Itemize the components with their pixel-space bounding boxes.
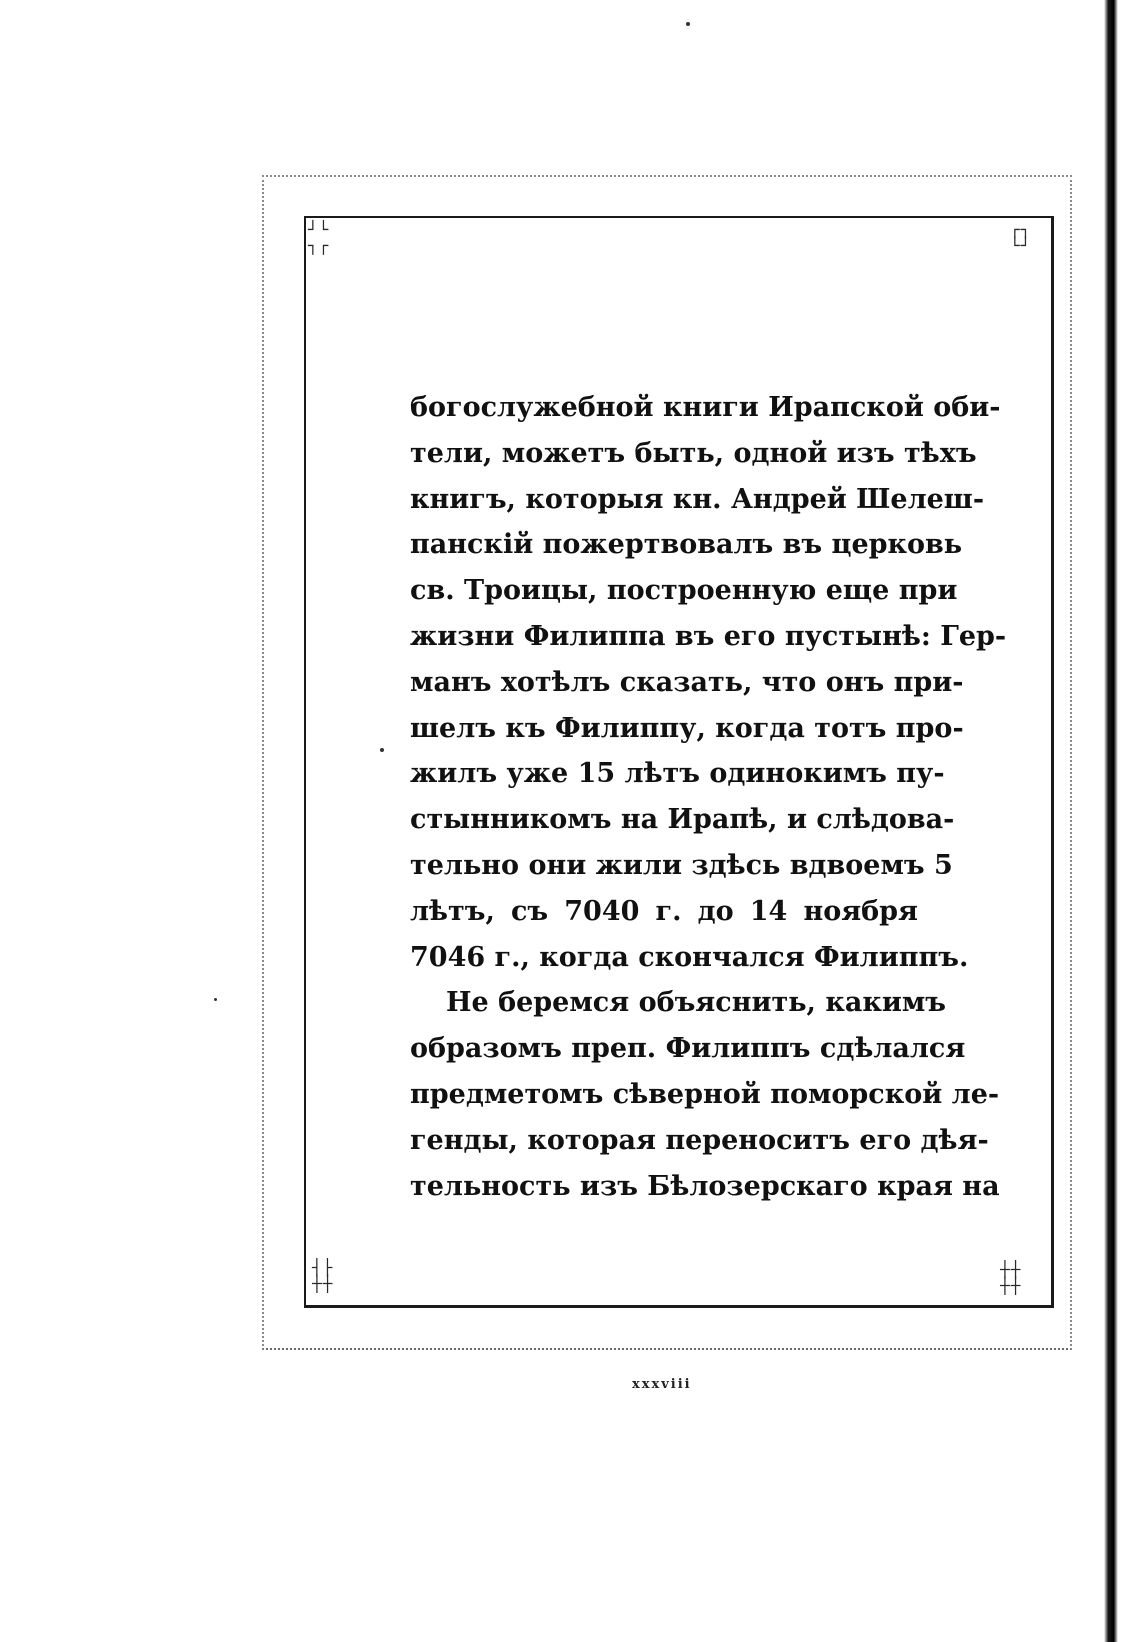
body-text — [410, 385, 1007, 1209]
text-line: богослужебной книги Ирапской оби- — [410, 392, 1001, 423]
ink-speck — [686, 22, 690, 26]
text-line: лѣтъ, съ 7040 г. до 14 ноября — [410, 895, 918, 927]
text-line: тельно они жили здѣсь вдвоемъ 5 — [410, 849, 953, 881]
corner-ornament-icon: ┌┐ └┘ — [1010, 220, 1032, 255]
page-number: xxxviii — [632, 1377, 692, 1392]
text-line: панскій пожертвовалъ въ церковь — [410, 529, 963, 561]
ink-speck — [214, 998, 217, 1001]
text-line: тельность изъ Бѣлозерскаго края на — [410, 1170, 1000, 1202]
text-line: предметомъ сѣверной поморской ле- — [410, 1078, 1000, 1110]
text-line: манъ хотѣлъ сказать, что онъ при- — [410, 666, 964, 698]
text-line: стынникомъ на Ирапѣ, и слѣдова- — [410, 804, 955, 836]
corner-ornament-icon: ┼┼ ┼┼ — [1000, 1260, 1022, 1295]
text-line: Не беремся объяснить, какимъ — [446, 987, 947, 1019]
text-line: жилъ уже 15 лѣтъ одинокимъ пу- — [410, 758, 945, 790]
text-line: жизни Филиппа въ его пустынѣ: Гер- — [410, 620, 1007, 652]
text-line: образомъ преп. Филиппъ сдѣлался — [410, 1033, 966, 1065]
scan-edge-bar — [1104, 0, 1118, 1642]
corner-ornament-icon: ┘└ ┐┌ — [308, 220, 330, 255]
ink-speck — [380, 748, 384, 752]
text-line: тели, можетъ быть, одной изъ тѣхъ — [410, 437, 977, 469]
text-line: 7046 г., когда скончался Филиппъ. — [410, 941, 969, 973]
corner-ornament-icon: ┤├ ┼┼ — [312, 1258, 334, 1293]
text-line: св. Троицы, построенную еще при — [410, 575, 958, 607]
text-line: книгъ, которыя кн. Андрей Шелеш- — [410, 483, 985, 515]
text-line: шелъ къ Филиппу, когда тотъ про- — [410, 712, 964, 744]
text-line: генды, которая переноситъ его дѣя- — [410, 1124, 989, 1156]
